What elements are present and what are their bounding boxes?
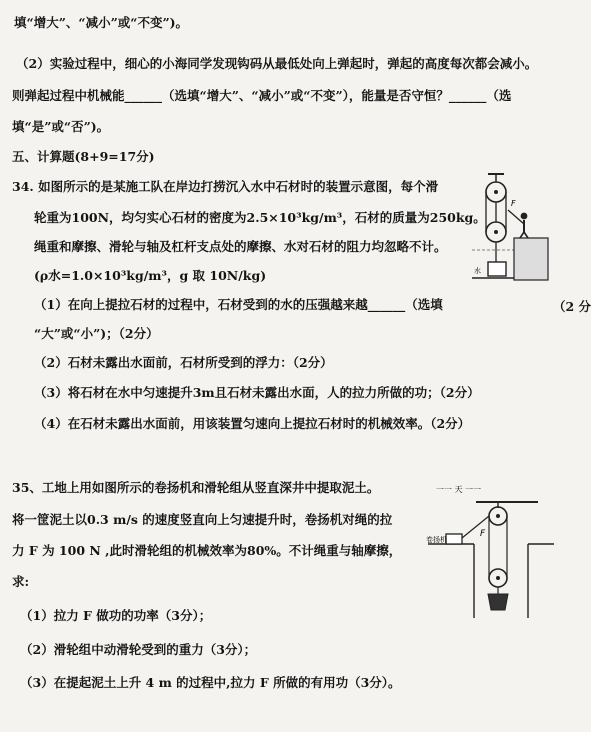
- winch-label: 卷扬机: [426, 536, 447, 544]
- winch-pulley-diagram: [426, 482, 556, 622]
- question-35-stem-1: 35、工地上用如图所示的卷扬机和滑轮组从竖直深井中提取泥土。: [12, 480, 380, 495]
- text-line-4: 填“是”或“否”)。: [12, 119, 110, 134]
- question-34-part-1: （1）在向上提拉石材的过程中，石材受到的水的压强越来越______（选填: [34, 297, 443, 312]
- force-label-f: F: [511, 199, 516, 208]
- section-heading: 五、计算题(8+9=17分): [12, 149, 155, 164]
- text-line-2: （2）实验过程中，细心的小海同学发现钩码从最低处向上弹起时，弹起的高度每次都会减小。: [16, 56, 538, 71]
- text-line-3: 则弹起过程中机械能______（选填“增大”、“减小”或“不变”），能量是否守恒？______（选: [12, 88, 512, 103]
- question-35-stem-4: 求:: [12, 574, 30, 589]
- question-35-part-1: （1）拉力 F 做功的功率（3分）；: [20, 608, 212, 623]
- question-34-part-1-cont: “大”或“小”)；（2分）: [34, 326, 159, 341]
- question-34-stem-2: 轮重为100N，均匀实心石材的密度为2.5×10³kg/m³，石材的质量为250kg。: [34, 210, 486, 225]
- question-35-stem-3: 力 F 为 100 N ,此时滑轮组的机械效率为80%。不计绳重与轴摩擦，: [12, 543, 402, 558]
- margin-score: （2 分: [553, 299, 591, 314]
- question-34-part-4: （4）在石材未露出水面前，用该装置匀速向上提拉石材时的机械效率。（2分）: [34, 416, 471, 431]
- text-line-1: 填“增大”、“减小”或“不变”)。: [14, 15, 189, 30]
- question-34-stem-1: 34. 如图所示的是某施工队在岸边打捞沉入水中石材时的装置示意图，每个滑: [12, 179, 439, 194]
- question-34-part-2: （2）石材未露出水面前，石材所受到的浮力：（2分）: [34, 355, 333, 370]
- question-35-stem-2: 将一筐泥土以0.3 m/s 的速度竖直向上匀速提升时，卷扬机对绳的拉: [12, 512, 393, 527]
- pulley-lever-diagram: [470, 170, 550, 288]
- question-35-part-2: （2）滑轮组中动滑轮受到的重力（3分）；: [20, 642, 257, 657]
- force-label-f: F: [480, 529, 486, 539]
- water-label: 水: [474, 267, 481, 275]
- question-35-part-3: （3）在提起泥土上升 4 m 的过程中,拉力 F 所做的有用功（3分）。: [20, 675, 401, 690]
- question-34-part-3: （3）将石材在水中匀速提升3m且石材未露出水面，人的拉力所做的功；（2分）: [34, 385, 480, 400]
- question-34-constants: (ρ水=1.0×10³kg/m³，g 取 10N/kg): [34, 268, 267, 283]
- question-34-stem-3: 绳重和摩擦、滑轮与轴及杠杆支点处的摩擦、水对石材的阻力均忽略不计。: [34, 239, 447, 254]
- top-label: 一一 天 一一: [436, 485, 482, 494]
